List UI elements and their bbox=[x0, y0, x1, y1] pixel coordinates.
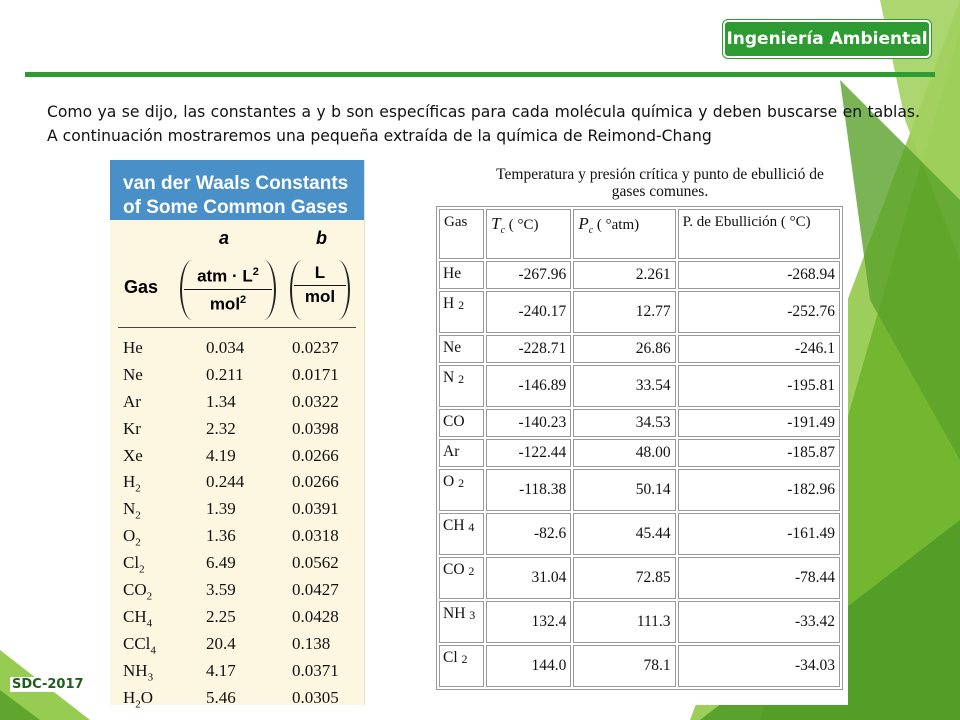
gas-cell: CO bbox=[439, 409, 484, 437]
vdw-gas: $CH_4$ bbox=[123, 606, 153, 630]
vdw-b-value: 0.0391 bbox=[292, 499, 339, 519]
critical-table-header-row bbox=[439, 209, 840, 259]
critical-table-row bbox=[439, 439, 840, 467]
boiling-point-cell: -246.1 bbox=[678, 335, 840, 363]
boiling-point-cell: -34.03 bbox=[678, 645, 840, 687]
vdw-gas: $Cl_2$ bbox=[123, 553, 145, 576]
tc-cell: 31.04 bbox=[486, 557, 571, 599]
vdw-gas: $NH_3$ bbox=[123, 660, 154, 684]
vdw-a-value: 1.36 bbox=[206, 526, 236, 546]
vdw-a-value: 0.244 bbox=[206, 472, 245, 492]
vdw-b-value: 0.0171 bbox=[292, 364, 339, 384]
critical-table-row bbox=[439, 365, 840, 407]
vdw-b-value: 0.138 bbox=[292, 633, 331, 653]
pc-cell: 12.77 bbox=[573, 291, 675, 333]
vdw-row bbox=[110, 468, 364, 495]
critical-table-row bbox=[439, 513, 840, 555]
pc-cell: 34.53 bbox=[573, 409, 675, 437]
tc-cell: 132.4 bbox=[486, 601, 571, 643]
critical-table-row bbox=[439, 261, 840, 289]
vdw-a-value: 5.46 bbox=[206, 687, 236, 707]
vdw-row bbox=[110, 630, 364, 657]
gas-cell: Cl $_2$ bbox=[439, 645, 484, 687]
tc-cell: -240.17 bbox=[486, 291, 571, 333]
critical-properties-panel bbox=[427, 160, 848, 705]
vdw-b-value: 0.0398 bbox=[292, 418, 339, 438]
pc-cell: 72.85 bbox=[573, 557, 675, 599]
pc-cell: 2.261 bbox=[573, 261, 675, 289]
vdw-a-value: 1.39 bbox=[206, 499, 236, 519]
vdw-row bbox=[110, 388, 364, 415]
critical-table-row bbox=[439, 645, 840, 687]
gas-cell: Ar bbox=[439, 439, 484, 467]
vdw-b-value: 0.0266 bbox=[292, 472, 339, 492]
critical-table-row bbox=[439, 557, 840, 599]
unit-a-den-exponent: 2 bbox=[240, 293, 247, 306]
critical-table-row bbox=[439, 409, 840, 437]
vdw-b-value: 0.0266 bbox=[292, 445, 339, 465]
vdw-b-value: 0.0237 bbox=[292, 338, 339, 357]
vdw-row bbox=[110, 684, 364, 711]
vdw-col-gas: Gas bbox=[124, 277, 159, 297]
vdw-gas: He bbox=[123, 338, 143, 357]
header-tc: $T_c$ ( °C) bbox=[486, 209, 571, 259]
gas-cell: CH $_4$ bbox=[439, 513, 484, 555]
vdw-gas: $N_2$ bbox=[123, 499, 141, 522]
vdw-gas: Xe bbox=[123, 445, 143, 465]
header-boiling-point: P. de Ebullición ( °C) bbox=[678, 209, 840, 259]
critical-title-line2: gases comunes. bbox=[611, 183, 709, 200]
critical-properties-table bbox=[436, 206, 843, 690]
vdw-row bbox=[110, 361, 364, 388]
vdw-col-a: a bbox=[219, 228, 230, 248]
gas-cell: Ne bbox=[439, 335, 484, 363]
course-badge: Ingeniería Ambiental bbox=[723, 20, 931, 58]
critical-table-row bbox=[439, 291, 840, 333]
gas-cell: O $_2$ bbox=[439, 469, 484, 511]
vdw-row bbox=[110, 549, 364, 576]
gas-cell: N $_2$ bbox=[439, 365, 484, 407]
vdw-b-value: 0.0427 bbox=[292, 580, 339, 600]
boiling-point-cell: -195.81 bbox=[678, 365, 840, 407]
vdw-row bbox=[110, 576, 364, 603]
intro-paragraph: Como ya se dijo, las constantes a y b son específicas para cada molécula química y deben buscarse en tablas. A continuación mostraremos una pequeña extraída de la química de Reimond-Chang bbox=[47, 103, 920, 145]
tc-cell: -118.38 bbox=[486, 469, 571, 511]
vdw-gas: CCl$_4$ bbox=[123, 633, 156, 657]
vdw-a-value: 6.49 bbox=[206, 553, 236, 573]
header-gas: Gas bbox=[439, 209, 484, 259]
vdw-table-body bbox=[110, 328, 364, 710]
vdw-b-value: 0.0371 bbox=[292, 660, 339, 680]
boiling-point-cell: -268.94 bbox=[678, 261, 840, 289]
boiling-point-cell: -78.44 bbox=[678, 557, 840, 599]
vdw-a-value: 0.211 bbox=[206, 364, 244, 384]
vdw-gas: Ar bbox=[123, 391, 141, 411]
vdw-row bbox=[110, 603, 364, 630]
critical-title-line1: Temperatura y presión crítica y punto de ebullició de bbox=[496, 166, 824, 183]
vdw-a-value: 4.19 bbox=[206, 445, 236, 465]
critical-table-row bbox=[439, 335, 840, 363]
unit-b-denominator: mol bbox=[304, 287, 336, 306]
boiling-point-cell: -185.87 bbox=[678, 439, 840, 467]
critical-table-title bbox=[475, 160, 845, 200]
vdw-gas: $CO_2$ bbox=[123, 580, 153, 603]
vdw-column-headers bbox=[118, 220, 356, 328]
vdw-row bbox=[110, 495, 364, 522]
vdw-a-value: 2.32 bbox=[206, 418, 236, 438]
vdw-a-value: 20.4 bbox=[206, 633, 236, 653]
vdw-gas: $O_2$ bbox=[123, 526, 141, 549]
vdw-b-value: 0.0562 bbox=[292, 553, 339, 573]
unit-b-numerator: L bbox=[314, 263, 326, 282]
vdw-gas: Kr bbox=[123, 418, 141, 438]
tc-cell: -267.96 bbox=[486, 261, 571, 289]
gas-cell: CO $_2$ bbox=[439, 557, 484, 599]
vdw-b-value: 0.0305 bbox=[292, 687, 339, 707]
boiling-point-cell: -33.42 bbox=[678, 601, 840, 643]
tc-cell: -82.6 bbox=[486, 513, 571, 555]
pc-cell: 45.44 bbox=[573, 513, 675, 555]
critical-table-row bbox=[439, 601, 840, 643]
tc-cell: -146.89 bbox=[486, 365, 571, 407]
boiling-point-cell: -161.49 bbox=[678, 513, 840, 555]
pc-cell: 111.3 bbox=[573, 601, 675, 643]
vdw-b-value: 0.0322 bbox=[292, 391, 339, 411]
unit-a-denominator: mol bbox=[209, 294, 241, 314]
van-der-waals-table bbox=[110, 160, 365, 710]
gas-cell: He bbox=[439, 261, 484, 289]
critical-table-row bbox=[439, 469, 840, 511]
vdw-gas: Ne bbox=[123, 364, 143, 384]
gas-cell: NH $_3$ bbox=[439, 601, 484, 643]
header-divider bbox=[25, 72, 935, 77]
unit-a bbox=[184, 262, 272, 314]
vdw-gas: $H_2$ bbox=[123, 472, 141, 495]
pc-cell: 48.00 bbox=[573, 439, 675, 467]
gas-cell: H $_2$ bbox=[439, 291, 484, 333]
vdw-row bbox=[110, 657, 364, 684]
pc-cell: 33.54 bbox=[573, 365, 675, 407]
unit-b bbox=[294, 262, 346, 307]
vdw-b-value: 0.0318 bbox=[292, 526, 339, 546]
unit-a-num-exponent: 2 bbox=[252, 266, 259, 278]
pc-cell: 26.86 bbox=[573, 335, 675, 363]
tc-cell: -140.23 bbox=[486, 409, 571, 437]
vdw-a-value: 4.17 bbox=[206, 660, 236, 680]
boiling-point-cell: -191.49 bbox=[678, 409, 840, 437]
vdw-title-line2: of Some Common Gases bbox=[123, 197, 348, 218]
boiling-point-cell: -182.96 bbox=[678, 469, 840, 511]
pc-cell: 50.14 bbox=[573, 469, 675, 511]
pc-cell: 78.1 bbox=[573, 645, 675, 687]
vdw-a-value: 2.25 bbox=[206, 606, 236, 626]
footer-tag: SDC-2017 bbox=[12, 677, 84, 692]
boiling-point-cell: -252.76 bbox=[678, 291, 840, 333]
vdw-row bbox=[110, 334, 364, 361]
vdw-table-title bbox=[110, 160, 364, 220]
vdw-a-value: 1.34 bbox=[206, 391, 236, 411]
vdw-col-b: b bbox=[316, 228, 327, 248]
header-pc: $P_c$ ( °atm) bbox=[573, 209, 675, 259]
unit-a-numerator: atm · L bbox=[197, 266, 253, 286]
vdw-gas: $H_2O$ bbox=[123, 687, 154, 710]
vdw-title-line1: van der Waals Constants bbox=[123, 173, 349, 194]
vdw-a-value: 3.59 bbox=[206, 580, 236, 600]
tc-cell: 144.0 bbox=[486, 645, 571, 687]
vdw-row bbox=[110, 415, 364, 442]
vdw-row bbox=[110, 442, 364, 469]
vdw-b-value: 0.0428 bbox=[292, 606, 339, 626]
tc-cell: -122.44 bbox=[486, 439, 571, 467]
vdw-a-value: 0.034 bbox=[206, 338, 245, 357]
tc-cell: -228.71 bbox=[486, 335, 571, 363]
vdw-row bbox=[110, 522, 364, 549]
